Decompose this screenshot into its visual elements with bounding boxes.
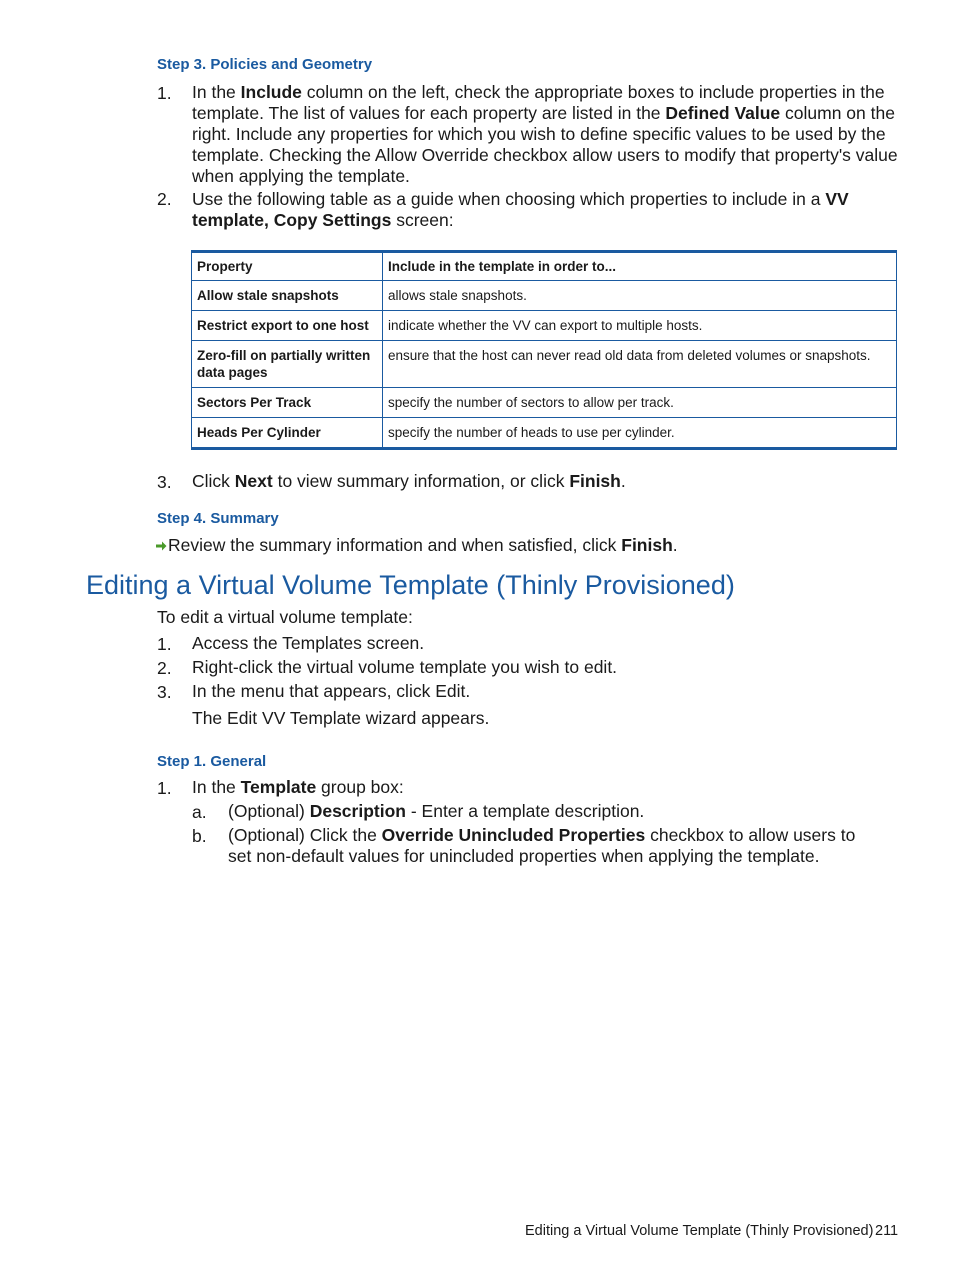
step3-item3-text: Click Next to view summary information, or click Finish. (192, 471, 626, 491)
table-header-include: Include in the template in order to... (383, 252, 897, 281)
table-cell-description: indicate whether the VV can export to multiple hosts. (383, 311, 897, 341)
step1-sub-a-text: (Optional) Description - Enter a template description. (228, 801, 645, 821)
section-step3-number: 3. (157, 682, 172, 702)
table-cell-description: ensure that the host can never read old data from deleted volumes or snapshots. (383, 341, 897, 388)
step1-sub-b-text: (Optional) Click the Override Unincluded Properties checkbox to allow users to set non-default values for unincluded properties when applying the template. (228, 825, 856, 866)
table-row (192, 311, 897, 341)
step3-item2-number: 2. (157, 189, 172, 209)
footer-title: Editing a Virtual Volume Template (Thinly Provisioned) (525, 1223, 874, 1239)
table-row (192, 341, 897, 388)
section-step1-text: Access the Templates screen. (192, 633, 425, 653)
step3-item1-number: 1. (157, 83, 172, 103)
section-result: The Edit VV Template wizard appears. (192, 708, 490, 728)
table-cell-description: allows stale snapshots. (383, 281, 897, 311)
step1-heading: Step 1. General (157, 753, 267, 770)
section-step2-text: Right-click the virtual volume template you wish to edit. (192, 657, 618, 677)
table-cell-property: Restrict export to one host (192, 311, 383, 341)
table-cell-description: specify the number of heads to use per cylinder. (383, 418, 897, 449)
page-number: 211 (875, 1223, 899, 1239)
table-header-property: Property (192, 252, 383, 281)
step4-heading: Step 4. Summary (157, 510, 279, 527)
section-intro: To edit a virtual volume template: (157, 607, 413, 627)
table-row (192, 418, 897, 449)
table-cell-property: Zero-fill on partially written data pages (192, 341, 383, 388)
arrow-right-icon (156, 535, 167, 545)
step4-text: Review the summary information and when satisfied, click Finish. (156, 535, 896, 556)
step1-sub-b-letter: b. (192, 826, 207, 846)
step3-heading: Step 3. Policies and Geometry (157, 56, 373, 73)
table-cell-property: Sectors Per Track (192, 388, 383, 418)
table-header-row (192, 252, 897, 281)
properties-table (191, 250, 897, 450)
step1-sub-a-letter: a. (192, 802, 207, 822)
table-cell-description: specify the number of sectors to allow per track. (383, 388, 897, 418)
section-step1-number: 1. (157, 634, 172, 654)
table-row (192, 388, 897, 418)
section-step3-text: In the menu that appears, click Edit. (192, 681, 471, 701)
step3-item3-number: 3. (157, 472, 172, 492)
table-cell-property: Allow stale snapshots (192, 281, 383, 311)
step1-item1-number: 1. (157, 778, 172, 798)
step3-item1-text: In the Include column on the left, check the appropriate boxes to include properties in the template. The list of values for each property are listed in the Defined Value column on the right. Include any properties for which you wish to define specific values to be used by the template. Checking the Allow Override checkbox allow users to modify that property's value when applying the template. (192, 82, 898, 186)
step3-item2-text: Use the following table as a guide when choosing which properties to include in a VV template, Copy Settings screen: (192, 189, 849, 230)
table-row (192, 281, 897, 311)
section-step2-number: 2. (157, 658, 172, 678)
step1-item1-text: In the Template group box: (192, 777, 404, 797)
section-title: Editing a Virtual Volume Template (Thinly Provisioned) (86, 570, 735, 600)
table-cell-property: Heads Per Cylinder (192, 418, 383, 449)
